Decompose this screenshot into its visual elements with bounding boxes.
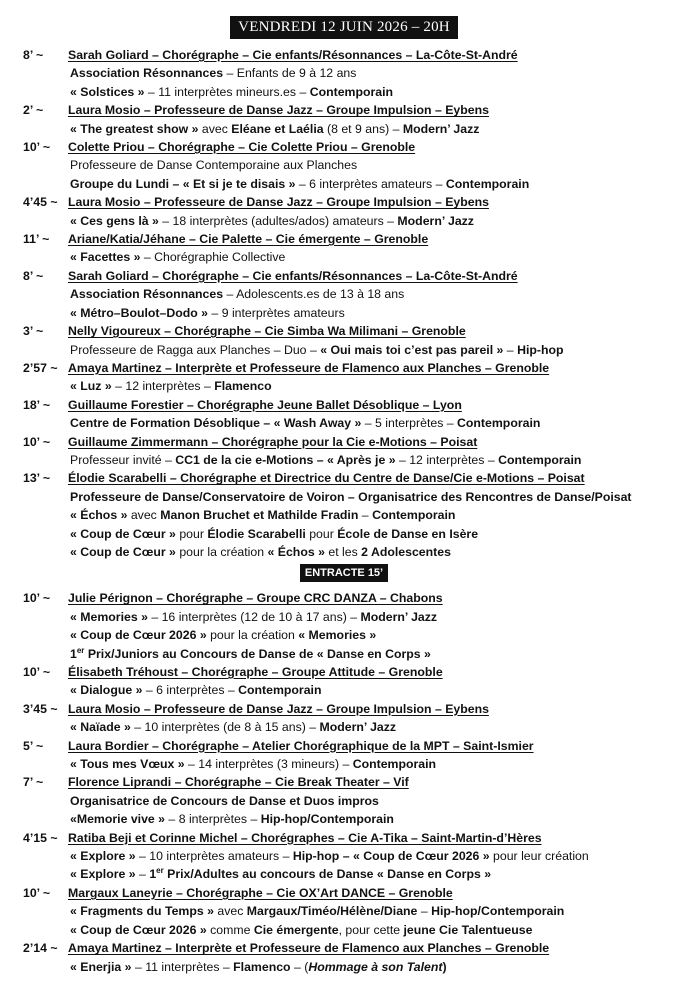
text-segment: – 6 interprètes amateurs –: [295, 176, 446, 191]
entry-heading: Sarah Goliard – Chorégraphe – Cie enfants/Résonnances – La-Côte-St-André: [68, 48, 518, 62]
program-entry: [0, 884, 688, 939]
entry-heading: Laura Bordier – Chorégraphe – Atelier Chorégraphique de la MPT – Saint-Ismier: [68, 738, 534, 753]
entry-detail-line: [68, 755, 680, 773]
entry-detail-line: [68, 681, 680, 699]
text-segment: « Luz »: [70, 379, 112, 394]
text-segment: – 8 interprètes –: [165, 812, 261, 827]
text-segment: « Naïade »: [70, 720, 131, 735]
entry-detail-line: [68, 921, 680, 939]
program-entry: [0, 663, 688, 700]
entry-detail-line: [68, 120, 680, 138]
entry-heading: Laura Mosio – Professeure de Danse Jazz – Groupe Impulsion – Eybens: [68, 103, 489, 118]
entry-duration: 4’45 ~: [23, 195, 58, 210]
text-segment: ): [442, 959, 447, 974]
entry-detail-line: [68, 645, 680, 663]
text-segment: pour: [175, 526, 208, 541]
text-segment: « Coup de Cœur »: [70, 526, 176, 541]
entry-duration: 18’ ~: [23, 397, 51, 412]
text-segment: « The greatest show »: [70, 121, 199, 136]
text-segment: Flamenco: [233, 959, 291, 974]
entry-heading: Laura Mosio – Professeure de Danse Jazz – Groupe Impulsion – Eybens: [68, 701, 489, 716]
program-entry: [0, 829, 688, 884]
text-segment: Hip-hop: [517, 342, 564, 357]
program-entry: [0, 359, 688, 396]
text-segment: « Coup de Cœur »: [70, 544, 176, 559]
program-entry: [0, 396, 688, 433]
text-segment: Margaux/Timéo/Hélène/Diane: [246, 904, 418, 919]
program-part-2: [0, 589, 688, 976]
text-segment: avec: [127, 508, 161, 523]
intermission-banner: [0, 563, 688, 585]
text-segment: « Tous mes Vœux »: [70, 757, 185, 772]
entry-detail-line: [68, 902, 680, 920]
entry-detail-line: [68, 626, 680, 644]
text-segment: , pour cette: [338, 922, 404, 937]
program-entry: [0, 589, 688, 663]
entry-duration: 10’ ~: [23, 591, 51, 606]
text-segment: « Explore »: [70, 867, 136, 882]
text-segment: –: [135, 867, 150, 882]
program-entry: [0, 700, 688, 737]
program-entry: [0, 433, 688, 470]
program-entry: [0, 737, 688, 774]
text-segment: Hip-hop/Contemporain: [431, 904, 565, 919]
text-segment: CC1 de la cie e-Motions – « Après je »: [175, 452, 396, 467]
program-entry: [0, 267, 688, 322]
entry-duration: 10’ ~: [23, 665, 51, 679]
program-part-1: [0, 46, 688, 561]
entry-heading: Amaya Martinez – Interprète et Professeure de Flamenco aux Planches – Grenoble: [68, 941, 550, 956]
entry-detail-line: [68, 248, 680, 266]
text-segment: comme: [206, 922, 254, 937]
text-segment: avec: [213, 904, 247, 919]
entry-duration: 8’ ~: [23, 48, 44, 62]
program-entry: [0, 46, 688, 101]
entry-detail-line: [68, 847, 680, 865]
entry-heading: Laura Mosio – Professeure de Danse Jazz – Groupe Impulsion – Eybens: [68, 195, 489, 210]
text-segment: « Facettes »: [70, 250, 141, 265]
text-segment: Contemporain: [352, 757, 437, 772]
text-segment: Flamenco: [214, 379, 272, 394]
text-segment: « Coup de Cœur 2026 »: [70, 628, 207, 643]
text-segment: – 16 interprètes (12 de 10 à 17 ans) –: [147, 609, 361, 624]
entry-detail-line: [68, 718, 680, 736]
text-segment: Association Résonnances: [70, 66, 224, 81]
entry-duration: 8’ ~: [23, 268, 44, 283]
entry-detail-line: [68, 414, 680, 432]
entry-detail-line: [68, 865, 680, 883]
text-segment: – 11 interprètes mineurs.es –: [144, 84, 310, 99]
entry-heading: Élodie Scarabelli – Chorégraphe et Directrice du Centre de Danse/Cie e-Motions – Poisat: [68, 471, 585, 486]
text-segment: «Memorie vive »: [70, 812, 166, 827]
text-segment: – 10 interprètes amateurs –: [135, 849, 293, 864]
text-segment: pour: [305, 526, 338, 541]
program-entry: [0, 773, 688, 828]
text-segment: – 14 interprètes (3 mineurs) –: [184, 757, 353, 772]
text-segment: – 18 interprètes (adultes/ados) amateurs –: [158, 213, 398, 228]
text-segment: er: [76, 645, 85, 655]
text-segment: Modern’ Jazz: [397, 213, 474, 228]
text-segment: –: [503, 342, 518, 357]
entry-duration: 13’ ~: [23, 471, 51, 486]
text-segment: (8 et 9 ans) –: [323, 121, 403, 136]
text-segment: – 6 interprètes –: [142, 683, 239, 698]
text-segment: Association Résonnances: [70, 287, 224, 302]
entry-heading: Élisabeth Tréhoust – Chorégraphe – Groupe Attitude – Grenoble: [68, 665, 443, 679]
text-segment: Contemporain: [238, 683, 322, 698]
entry-detail-line: [68, 212, 680, 230]
text-segment: Contemporain: [445, 176, 530, 191]
text-segment: Manon Bruchet et Mathilde Fradin: [160, 508, 359, 523]
text-segment: Hip-hop/Contemporain: [260, 812, 394, 827]
text-segment: « Enerjia »: [70, 959, 132, 974]
text-segment: 1: [149, 867, 157, 882]
text-segment: Contemporain: [457, 416, 541, 431]
text-segment: Professeure de Ragga aux Planches – Duo –: [70, 342, 321, 357]
text-segment: pour la création: [206, 628, 299, 643]
text-segment: Contemporain: [498, 452, 582, 467]
entry-detail-line: [68, 175, 680, 193]
entry-heading: Florence Liprandi – Chorégraphe – Cie Break Theater – Vif: [68, 775, 409, 790]
entry-detail-line: [68, 792, 680, 810]
text-segment: « Solstices »: [70, 84, 145, 99]
event-date-title: VENDREDI 12 JUIN 2026 – 20H: [230, 16, 458, 39]
entry-duration: 2’14 ~: [23, 941, 58, 956]
text-segment: pour la création: [175, 544, 268, 559]
entry-detail-line: [68, 83, 680, 101]
entry-detail-line: [68, 488, 680, 506]
entry-heading: Colette Priou – Chorégraphe – Cie Colette Priou – Grenoble: [68, 140, 416, 155]
entry-detail-line: [68, 341, 680, 359]
entry-duration: 7’ ~: [23, 775, 44, 790]
text-segment: Centre de Formation Désoblique – « Wash Away »: [70, 416, 362, 431]
text-segment: – 9 interprètes amateurs: [208, 305, 345, 320]
entry-duration: 2’ ~: [23, 103, 44, 118]
text-segment: « Oui mais toi c’est pas pareil »: [320, 342, 504, 357]
text-segment: – 11 interprètes –: [131, 959, 234, 974]
entry-duration: 4’15 ~: [23, 830, 58, 845]
text-segment: « Dialogue »: [70, 683, 143, 698]
text-segment: – Chorégraphie Collective: [140, 250, 286, 265]
text-segment: « Échos »: [70, 508, 128, 523]
intermission-label: ENTRACTE 15’: [300, 564, 388, 582]
program-entry: [0, 469, 688, 561]
entry-detail-line: [68, 451, 680, 469]
entry-heading: Ratiba Beji et Corinne Michel – Chorégraphes – Cie A-Tika – Saint-Martin-d’Hères: [68, 830, 542, 845]
text-segment: Cie émergente: [253, 922, 339, 937]
text-segment: 2 Adolescentes: [361, 544, 451, 559]
entry-heading: Guillaume Forestier – Chorégraphe Jeune Ballet Désoblique – Lyon: [68, 397, 462, 412]
text-segment: Contemporain: [372, 508, 456, 523]
program-entry: [0, 322, 688, 359]
text-segment: –: [417, 904, 432, 919]
text-segment: Prix/Adultes au concours de Danse « Danse en Corps »: [163, 867, 492, 882]
text-segment: « Coup de Cœur 2026 »: [70, 922, 207, 937]
text-segment: Contemporain: [309, 84, 394, 99]
text-segment: Hommage à son Talent: [308, 959, 443, 974]
entry-detail-line: [68, 810, 680, 828]
text-segment: « Métro–Boulot–Dodo »: [70, 305, 209, 320]
entry-detail-line: [68, 285, 680, 303]
text-segment: – 12 interprètes –: [395, 452, 499, 467]
text-segment: Organisatrice de Concours de Danse et Duos impros: [70, 793, 379, 808]
text-segment: Eléane et Laélia: [231, 121, 324, 136]
text-segment: pour leur création: [489, 849, 589, 864]
text-segment: Groupe du Lundi – « Et si je te disais »: [70, 176, 296, 191]
entry-detail-line: [68, 608, 680, 626]
entry-detail-line: [68, 506, 680, 524]
text-segment: – 10 interprètes (de 8 à 15 ans) –: [130, 720, 320, 735]
entry-heading: Nelly Vigoureux – Chorégraphe – Cie Simba Wa Milimani – Grenoble: [68, 324, 466, 339]
entry-heading: Amaya Martinez – Interprète et Professeure de Flamenco aux Planches – Grenoble: [68, 360, 550, 375]
program-entry: [0, 193, 688, 230]
text-segment: – 12 interprètes –: [111, 379, 215, 394]
header: [0, 0, 688, 42]
entry-heading: Sarah Goliard – Chorégraphe – Cie enfants/Résonnances – La-Côte-St-André: [68, 268, 518, 283]
text-segment: Professeur invité –: [70, 452, 176, 467]
entry-duration: 3’45 ~: [23, 701, 58, 716]
text-segment: Prix/Juniors au Concours de Danse de « Danse en Corps »: [84, 646, 431, 661]
text-segment: – Adolescents.es de 13 à 18 ans: [223, 287, 405, 302]
text-segment: er: [156, 866, 164, 876]
entry-detail-line: [68, 156, 680, 174]
text-segment: –: [358, 508, 373, 523]
entry-detail-line: [68, 377, 680, 395]
program-entry: [0, 138, 688, 193]
text-segment: Modern’ Jazz: [360, 609, 438, 624]
text-segment: « Ces gens là »: [70, 213, 159, 228]
entry-detail-line: [68, 543, 680, 561]
text-segment: École de Danse en Isère: [337, 526, 479, 541]
entry-detail-line: [68, 525, 680, 543]
text-segment: « Explore »: [70, 849, 136, 864]
text-segment: Élodie Scarabelli: [207, 526, 306, 541]
text-segment: « Échos »: [267, 544, 325, 559]
entry-duration: 2’57 ~: [23, 360, 58, 375]
text-segment: « Fragments du Temps »: [70, 904, 214, 919]
text-segment: Professeure de Danse/Conservatoire de Voiron – Organisatrice des Rencontres de Danse/Poisat: [70, 489, 632, 504]
text-segment: Modern’ Jazz: [319, 720, 397, 735]
text-segment: 1: [70, 646, 77, 661]
text-segment: – (: [290, 959, 309, 974]
text-segment: – 5 interprètes –: [361, 416, 458, 431]
entry-duration: 10’ ~: [23, 140, 51, 155]
text-segment: Professeure de Danse Contemporaine aux Planches: [70, 158, 358, 173]
entry-heading: Guillaume Zimmermann – Chorégraphe pour la Cie e-Motions – Poisat: [68, 434, 478, 449]
text-segment: Modern’ Jazz: [402, 121, 480, 136]
text-segment: – Enfants de 9 à 12 ans: [223, 66, 357, 81]
entry-duration: 11’ ~: [23, 232, 50, 247]
entry-detail-line: [68, 304, 680, 322]
text-segment: Hip-hop – « Coup de Cœur 2026 »: [292, 849, 490, 864]
text-segment: « Memories »: [70, 609, 148, 624]
program-entry: [0, 101, 688, 138]
text-segment: et les: [324, 544, 362, 559]
text-segment: « Memories »: [298, 628, 377, 643]
entry-heading: Julie Pérignon – Chorégraphe – Groupe CRC DANZA – Chabons: [68, 591, 443, 606]
entry-duration: 3’ ~: [23, 324, 44, 339]
entry-heading: Ariane/Katia/Jéhane – Cie Palette – Cie émergente – Grenoble: [68, 232, 429, 247]
entry-detail-line: [68, 958, 680, 976]
program-entry: [0, 230, 688, 267]
text-segment: avec: [198, 121, 232, 136]
text-segment: jeune Cie Talentueuse: [403, 922, 533, 937]
entry-duration: 10’ ~: [23, 434, 51, 449]
entry-duration: 5’ ~: [23, 738, 44, 753]
entry-heading: Margaux Laneyrie – Chorégraphe – Cie OX’Art DANCE – Grenoble: [68, 885, 453, 900]
program-entry: [0, 939, 688, 976]
entry-duration: 10’ ~: [23, 885, 51, 900]
entry-detail-line: [68, 64, 680, 82]
